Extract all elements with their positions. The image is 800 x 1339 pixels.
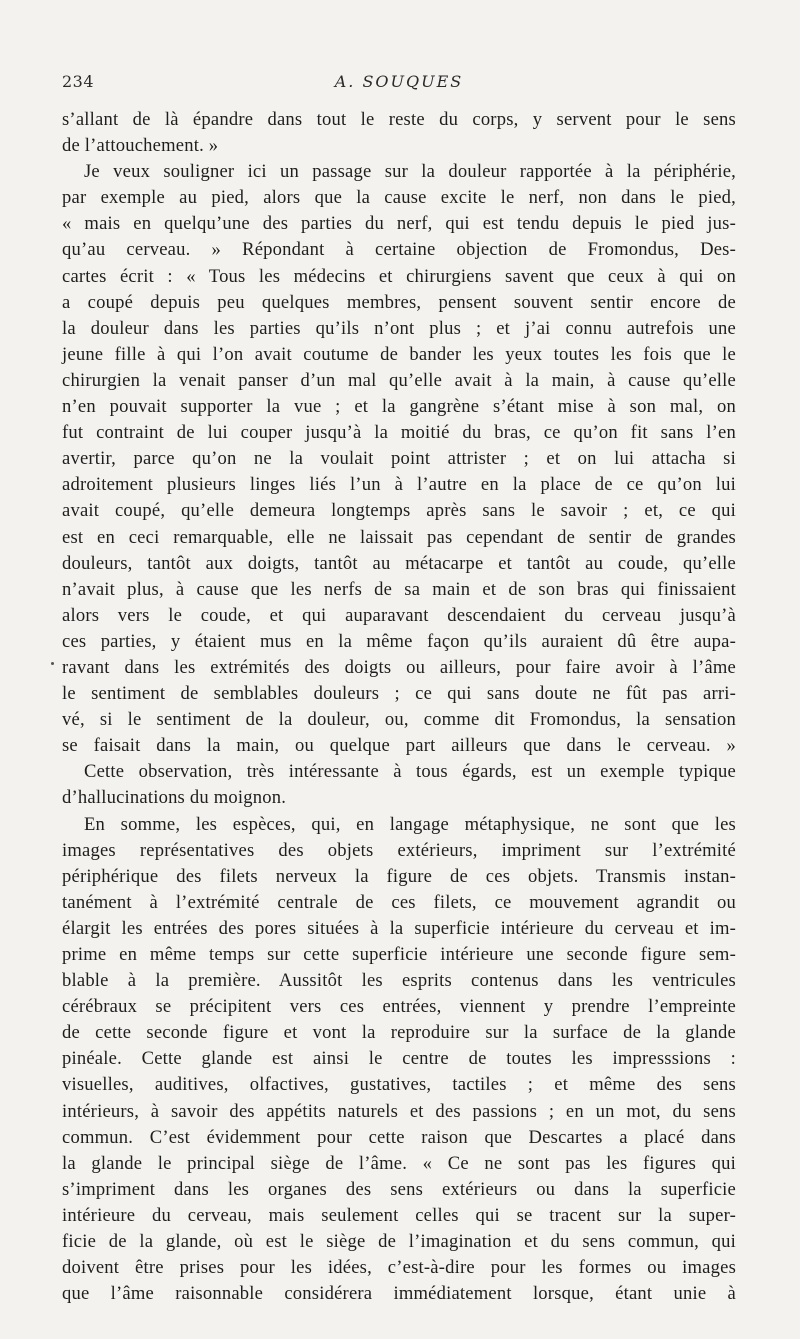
- text-line: la douleur dans les parties qu’ils n’ont plus ; et j’ai connu autrefois une: [62, 317, 736, 339]
- text-line: jeune fille à qui l’on avait coutume de bander les yeux toutes les fois que le: [62, 343, 736, 365]
- text-line: visuelles, auditives, olfactives, gustatives, tactiles ; et même des sens: [62, 1074, 736, 1096]
- text-line: est en ceci remarquable, elle ne laissait pas cependant de sentir de grandes: [62, 526, 736, 548]
- text-line: Cette observation, très intéressante à tous égards, est un exemple typique: [84, 761, 736, 783]
- body-text: [62, 107, 736, 1307]
- text-line: commun. C’est évidemment pour cette raison que Descartes a placé dans: [62, 1126, 736, 1148]
- text-line: ravant dans les extrémités des doigts ou ailleurs, pour faire avoir à l’âme: [62, 656, 736, 678]
- text-line: avertir, parce qu’on ne la voulait point attrister ; et on lui attacha si: [62, 448, 736, 470]
- text-line: n’en pouvait supporter la vue ; et la gangrène s’étant mise à son mal, on: [62, 396, 736, 418]
- text-line: élargit les entrées des pores situées à la superficie intérieure du cerveau et im-: [62, 917, 736, 939]
- text-line: le sentiment de semblables douleurs ; ce qui sans doute ne fût pas arri-: [62, 683, 736, 705]
- text-line: périphérique des filets nerveux la figure de ces objets. Transmis instan-: [62, 865, 736, 887]
- text-line: la glande le principal siège de l’âme. « Ce ne sont pas les figures qui: [62, 1152, 736, 1174]
- text-line: a coupé depuis peu quelques membres, pensent souvent sentir encore de: [62, 291, 736, 313]
- text-line: douleurs, tantôt aux doigts, tantôt au métacarpe et tantôt au coude, qu’elle: [62, 552, 736, 574]
- text-line: vé, si le sentiment de la douleur, ou, comme dit Fromondus, la sensation: [62, 709, 736, 731]
- text-line: prime en même temps sur cette superficie intérieure une seconde figure sem-: [62, 944, 736, 965]
- page-number: 234: [62, 72, 95, 91]
- text-line: blable à la première. Aussitôt les esprits contenus dans les ventricules: [62, 970, 736, 992]
- running-head: A. SOUQUES: [334, 72, 464, 91]
- text-line: cartes écrit : « Tous les médecins et chirurgiens savent que ceux à qui on: [62, 265, 736, 287]
- text-line: s’allant de là épandre dans tout le reste du corps, y servent pour le sens: [62, 109, 736, 130]
- text-line: En somme, les espèces, qui, en langage métaphysique, ne sont que les: [84, 813, 736, 835]
- text-line: adroitement plusieurs linges liés l’un à l’autre en la place de ce qu’on lui: [62, 474, 736, 496]
- text-line: cérébraux se précipitent vers ces entrées, viennent y prendre l’empreinte: [62, 996, 736, 1018]
- text-line: de cette seconde figure et vont la reproduire sur la surface de la glande: [62, 1022, 736, 1044]
- text-line: avait coupé, qu’elle demeura longtemps après sans le savoir ; et, ce qui: [62, 500, 736, 522]
- text-line: « mais en quelqu’une des parties du nerf, qui est tendu depuis le pied jus-: [62, 213, 736, 235]
- text-line: images représentatives des objets extérieurs, impriment sur l’extrémité: [62, 839, 736, 861]
- text-line: tanément à l’extrémité centrale de ces filets, ce mouvement agrandit ou: [62, 891, 736, 913]
- text-line: ces parties, y étaient mus en la même façon qu’ils auraient dû être aupa-: [62, 630, 736, 652]
- text-line: alors vers le coude, et qui auparavant descendaient du cerveau jusqu’à: [62, 604, 736, 626]
- text-line: d’hallucinations du moignon.: [62, 787, 287, 809]
- text-line: doivent être prises pour les idées, c’est-à-dire pour les formes ou images: [62, 1257, 736, 1279]
- text-line: pinéale. Cette glande est ainsi le centre de toutes les impresssions :: [62, 1048, 736, 1070]
- text-line: fut contraint de lui couper jusqu’à la moitié du bras, ce qu’on fit sans l’en: [62, 422, 736, 444]
- text-line: par exemple au pied, alors que la cause excite le nerf, non dans le pied,: [62, 187, 736, 209]
- page-header: [62, 72, 736, 96]
- text-line: ficie de la glande, où est le siège de l’imagination et du sens commun, qui: [62, 1231, 736, 1253]
- text-line: n’avait plus, à cause que les nerfs de sa main et de son bras qui finissaient: [62, 578, 736, 600]
- text-line: qu’au cerveau. » Répondant à certaine objection de Fromondus, Des-: [62, 239, 736, 261]
- text-line: Je veux souligner ici un passage sur la douleur rapportée à la périphérie,: [84, 161, 736, 183]
- text-line: de l’attouchement. »: [62, 135, 219, 157]
- text-line: intérieure du cerveau, mais seulement celles qui se tracent sur la super-: [62, 1204, 736, 1226]
- text-line: que l’âme raisonnable considérera immédiatement lorsque, étant unie à: [62, 1283, 736, 1305]
- text-line: se faisait dans la main, ou quelque part ailleurs que dans le cerveau. »: [62, 735, 736, 757]
- text-line: s’impriment dans les organes des sens extérieurs ou dans la superficie: [62, 1178, 736, 1200]
- scan-speck: [51, 662, 54, 665]
- text-line: chirurgien la venait panser d’un mal qu’elle avait à la main, à cause qu’elle: [62, 369, 736, 391]
- text-line: intérieurs, à savoir des appétits naturels et des passions ; en un mot, du sens: [62, 1100, 736, 1122]
